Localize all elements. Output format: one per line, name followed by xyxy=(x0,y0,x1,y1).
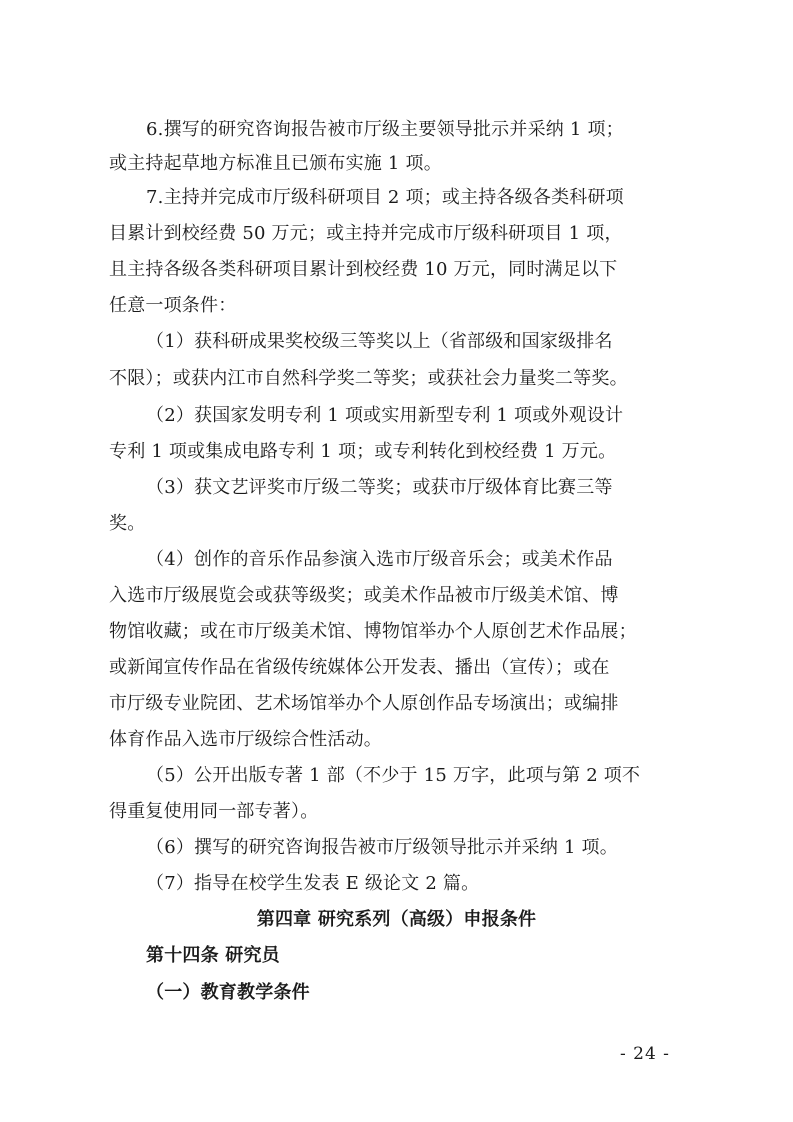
paragraph-line: （3）获文艺评奖市厅级二等奖；或获市厅级体育比赛三等 xyxy=(146,477,613,498)
paragraph-line: （4）创作的音乐作品参演入选市厅级音乐会；或美术作品 xyxy=(146,549,613,570)
paragraph-line: 7.主持并完成市厅级科研项目 2 项；或主持各级各类科研项 xyxy=(146,187,624,208)
page-number: - 24 - xyxy=(620,1044,670,1064)
paragraph-line: 或新闻宣传作品在省级传统媒体公开发表、播出（宣传）；或在 xyxy=(109,657,610,678)
paragraph-line: 专利 1 项或集成电路专利 1 项；或专利转化到校经费 1 万元。 xyxy=(109,441,617,462)
paragraph-line: 市厅级专业院团、艺术场馆举办个人原创作品专场演出；或编排 xyxy=(109,693,619,714)
article-title: 第十四条 研究员 xyxy=(146,945,280,966)
paragraph-line: 6.撰写的研究咨询报告被市厅级主要领导批示并采纳 1 项； xyxy=(146,119,624,140)
paragraph-line: （2）获国家发明专利 1 项或实用新型专利 1 项或外观设计 xyxy=(146,405,624,426)
paragraph-line: 体育作品入选市厅级综合性活动。 xyxy=(109,729,382,750)
chapter-title: 第四章 研究系列（高级）申报条件 xyxy=(256,909,537,930)
paragraph-line: 或主持起草地方标准且已颁布实施 1 项。 xyxy=(109,153,442,174)
paragraph-line: （5）公开出版专著 1 部（不少于 15 万字，此项与第 2 项不 xyxy=(146,765,641,786)
paragraph-line: 物馆收藏；或在市厅级美术馆、博物馆举办个人原创艺术作品展； xyxy=(109,621,637,642)
paragraph-line: 不限）；或获内江市自然科学奖二等奖；或获社会力量奖二等奖。 xyxy=(109,368,628,389)
paragraph-line: 入选市厅级展览会或获等级奖；或美术作品被市厅级美术馆、博 xyxy=(109,585,619,606)
paragraph-line: 目累计到校经费 50 万元；或主持并完成市厅级科研项目 1 项， xyxy=(109,223,623,244)
paragraph-line: （7）指导在校学生发表 E 级论文 2 篇。 xyxy=(146,873,480,894)
section-title: （一）教育教学条件 xyxy=(146,982,310,1003)
paragraph-line: （6）撰写的研究咨询报告被市厅级领导批示并采纳 1 项。 xyxy=(146,837,618,858)
paragraph-line: 且主持各级各类科研项目累计到校经费 10 万元，同时满足以下 xyxy=(109,259,618,280)
paragraph-line: （1）获科研成果奖校级三等奖以上（省部级和国家级排名 xyxy=(146,331,613,352)
paragraph-line: 奖。 xyxy=(109,513,146,534)
paragraph-line: 任意一项条件： xyxy=(109,295,237,316)
paragraph-line: 得重复使用同一部专著）。 xyxy=(109,801,319,822)
